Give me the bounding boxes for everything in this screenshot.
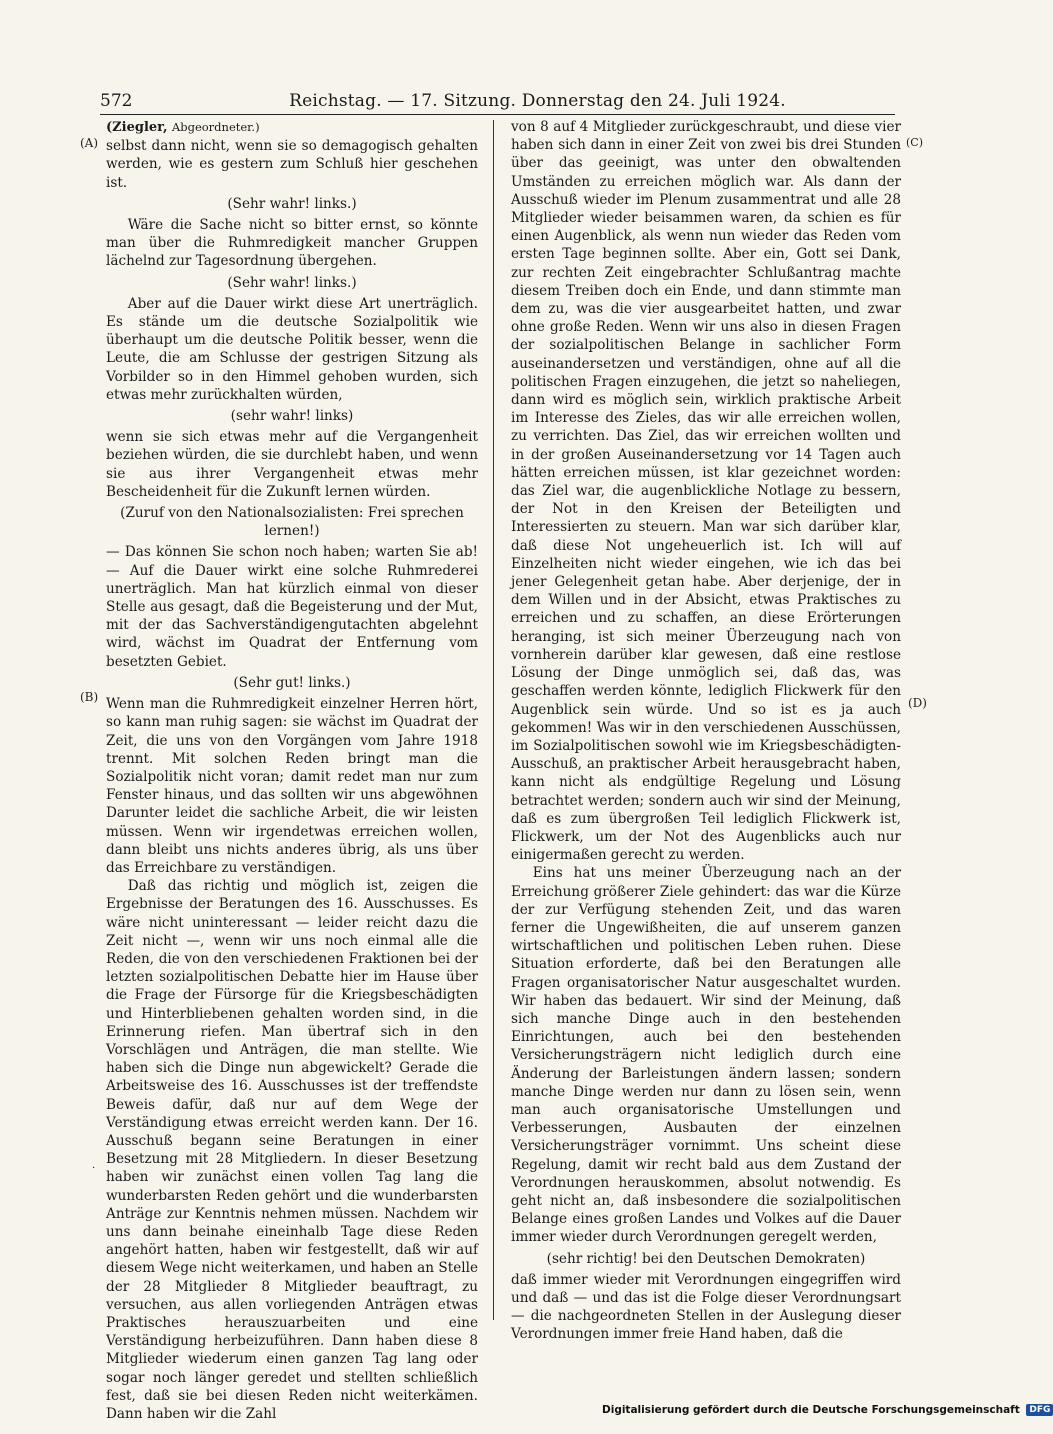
digitization-credit <box>602 1404 1053 1416</box>
paragraph: Wenn man die Ruhmredigkeit einzelner Herren hört, so kann man ruhig sagen: sie wächst im Quadrat der Zeit, die uns von den Vorgängen vom Jahre 1918 trennt. Mit solchen Reden bringt man die Sozialpolitik nicht voran; damit redet man nur zum Fenster hinaus, und das sollten wir uns abgewöhnen Darunter leidet die sachliche Arbeit, die wir leisten müssen. Wenn wir irgendetwas erreichen wollen, dann bleibt uns nichts anderes übrig, als uns über das Erreichbare zu verständigen. <box>106 696 478 876</box>
left-column <box>106 118 478 1423</box>
running-title: Reichstag. — 17. Sitzung. Donnerstag den 24. Juli 1924. <box>289 91 786 111</box>
speaker-line <box>106 118 478 137</box>
margin-marker-d: (D) <box>908 696 927 710</box>
paragraph: daß immer wieder mit Verordnungen eingegriffen wird und daß — und das ist die Folge dieser Verordnungsart — die nachgeordneten Stellen in der Auslegung dieser Verordnungen immer freie Hand haben, daß die <box>511 1271 901 1343</box>
interjection: (sehr wahr! links) <box>230 408 354 425</box>
paragraph: Eins hat uns meiner Überzeugung nach an der Erreichung größerer Ziele gehindert: das war die Kürze der zur Verfügung stehenden Zeit, und das waren ferner die Ungewißheiten, die auf unserem ganzen wirtschaftlichen und politischen Leben ruhen. Diese Situation erforderte, daß bei den Beratungen alle Fragen organisatorischer Natur ausgeschaltet wurden. Wir haben das bedauert. Wir sind der Meinung, daß sich manche Dinge auch in den bestehenden Einrichtungen, auch bei den bestehenden Versicherungsträgern nicht lediglich durch eine Änderung der Barleistungen ändern lassen; sondern manche Dinge werden nur dann zu lösen sein, wenn man auch organisatorische Umstellungen und Verbesserungen, Ausbauten der einzelnen Versicherungsträger vornimmt. Uns scheint diese Regelung, damit wir recht bald aus dem Zustand der Verordnungen herauskommen, absolut notwendig. Es geht nicht an, daß insbesondere die sozialpolitischen Belange eines großen Landes und Volkes auf die Dauer immer wieder durch Verordnungen geregelt werden, <box>511 865 901 1246</box>
margin-marker-a: (A) <box>80 136 99 150</box>
paragraph: Aber auf die Dauer wirkt diese Art unerträglich. Es stände um die deutsche Sozialpolitik wie überhaupt um die deutsche Politik besser, wenn die Leute, die am Schlusse der gestrigen Sitzung als Vorbilder so in den Himmel gehoben wurden, sich etwas mehr zurückhalten würden, <box>106 295 478 403</box>
paragraph: — Das können Sie schon noch haben; warten Sie ab! — Auf die Dauer wirkt eine solche Ruhmrederei unerträglich. Man hat kürzlich einmal von dieser Stelle aus gesagt, daß die Begeisterung und der Mut, mit der das Sachverständigengutachten abgelehnt wird, wächst im Quadrat der Entfernung vom besetzten Gebiet. <box>106 544 478 670</box>
paragraph: Wäre die Sache nicht so bitter ernst, so könnte man über die Ruhmredigkeit mancher Gruppen lächelnd zur Tagesordnung übergehen. <box>106 217 478 270</box>
paragraph: selbst dann nicht, wenn sie so demagogisch gehalten werden, wie es gestern zum Schluß hier geschehen ist. <box>106 138 478 191</box>
right-column <box>511 118 901 1344</box>
margin-dot: · <box>92 1163 96 1174</box>
interjection: (Sehr gut! links.) <box>233 674 351 691</box>
interjection: (Sehr wahr! links.) <box>227 195 357 212</box>
interjection: (sehr richtig! bei den Deutschen Demokraten) <box>546 1250 866 1267</box>
margin-marker-b: (B) <box>80 690 99 704</box>
interjection: (Zuruf von den Nationalsozialisten: Frei sprechen lernen!) <box>120 505 464 540</box>
margin-marker-c: (C) <box>906 136 923 149</box>
interjection: (Sehr wahr! links.) <box>227 274 357 291</box>
column-divider <box>493 120 494 1320</box>
speaker-name: (Ziegler, <box>106 120 168 135</box>
dfg-logo: DFG <box>1026 1404 1053 1416</box>
page-header <box>100 90 895 115</box>
paragraph: von 8 auf 4 Mitglieder zurückgeschraubt, und diese vier haben sich dann in einer Zeit von zwei bis drei Stunden über das geeinigt, was unter den obwaltenden Umständen zu erreichen möglich war. Als dann der Ausschuß wieder im Plenum zusammentrat und alle 28 Mitglieder wieder beisammen waren, da schien es für einen Augenblick, als wenn nun wieder das Reden vom ersten Tage beginnen sollte. Aber ein, Gott sei Dank, zur rechten Zeit eingebrachter Schlußantrag machte diesem Treiben doch ein Ende, und dann stimmte man dem zu, was die vier ausgearbeitet hatten, und zwar ohne große Reden. Wenn wir uns also in diesen Fragen der sozialpolitischen Belange in sachlicher Form auseinandersetzen und verständigen, ohne auf all die politischen Fragen einzugehen, die jetzt so naheliegen, dann wird es möglich sein, wirklich praktische Arbeit im Interesse des Zieles, das wir alle erreichen wollen, zu verrichten. Das Ziel, das wir erreichen wollten und in der großen Auseinandersetzung vor 14 Tagen auch hätten erreichen müssen, ist klar gezeichnet worden: das Ziel war, die augenblickliche Notlage zu bessern, der Not in den Kreisen der Beteiligten und Interessierten zu steuern. Man war sich darüber klar, daß diese Not ungeheuerlich ist. Ich will auf Einzelheiten nicht wieder eingehen, wie ich das bei jener Gelegenheit getan habe. Aber derjenige, der in dem Willen und in der Absicht, etwas Praktisches zu erreichen und zu schaffen, an diese Erörterungen heranging, ist sich meiner Überzeugung nach von vornherein darüber klar gewesen, daß eine restlose Lösung der Dinge unmöglich sei, daß das, was geschaffen werden könnte, lediglich Flickwerk für den Augenblick sein würde. Und so ist es ja auch gekommen! Was wir in den verschiedenen Ausschüssen, im Sozialpolitischen sowohl wie im Kriegsbeschädigten-Ausschuß, an praktischer Arbeit herausgebracht haben, kann nicht als endgültige Regelung und Lösung betrachtet werden; sondern auch wir sind der Meinung, daß es zum übergroßen Teil lediglich Flickwerk ist, Flickwerk, um der Not des Augenblicks auch nur einigermaßen gerecht zu werden. <box>511 119 901 864</box>
paragraph: Daß das richtig und möglich ist, zeigen die Ergebnisse der Beratungen des 16. Ausschusses. Es wäre nicht uninteressant — leider reicht dazu die Zeit nicht —, wenn wir uns noch einmal alle die Reden, die von den verschiedenen Fraktionen bei der letzten sozialpolitischen Debatte hier im Hause über die Frage der Fürsorge für die Kriegsbeschädigten und Hinterbliebenen gehalten worden sind, in die Erinnerung riefen. Man übertraf sich in den Vorschlägen und Anträgen, die man stellte. Wie haben sich die Dinge nun abgewickelt? Gerade die Arbeitsweise des 16. Ausschusses ist der treffendste Beweis dafür, daß nur auf dem Wege der Verständigung etwas erreicht werden kann. Der 16. Ausschuß begann seine Beratungen in einer Besetzung mit 28 Mitgliedern. In dieser Besetzung haben wir zunächst einen vollen Tag lang die wunderbarsten Reden gehört und die wunderbarsten Anträge zur Kenntnis nehmen müssen. Nachdem wir uns dann beinahe eineinhalb Tage diese Reden angehört hatten, haben wir festgestellt, daß wir auf diesem Wege nicht weiterkamen, und haben an Stelle der 28 Mitglieder 8 Mitglieder beauftragt, zu versuchen, aus allen vorliegenden Anträgen etwas Praktisches herauszuarbeiten und eine Verständigung herbeizuführen. Dann haben diese 8 Mitglieder wiederum einen ganzen Tag lang oder sogar noch länger geredet und stellten schließlich fest, daß sie bei diesen Reden nicht weiterkämen. Dann haben wir die Zahl <box>106 878 478 1423</box>
speaker-role: Abgeordneter.) <box>171 120 260 134</box>
page-number: 572 <box>100 91 133 111</box>
paragraph: wenn sie sich etwas mehr auf die Vergangenheit beziehen würden, die sie durchlebt haben, und wenn sie aus ihrer Vergangenheit etwas mehr Bescheidenheit für die Zukunft lernen würden. <box>106 429 478 500</box>
credit-text: Digitalisierung gefördert durch die Deutsche Forschungsgemeinschaft <box>602 1404 1020 1416</box>
